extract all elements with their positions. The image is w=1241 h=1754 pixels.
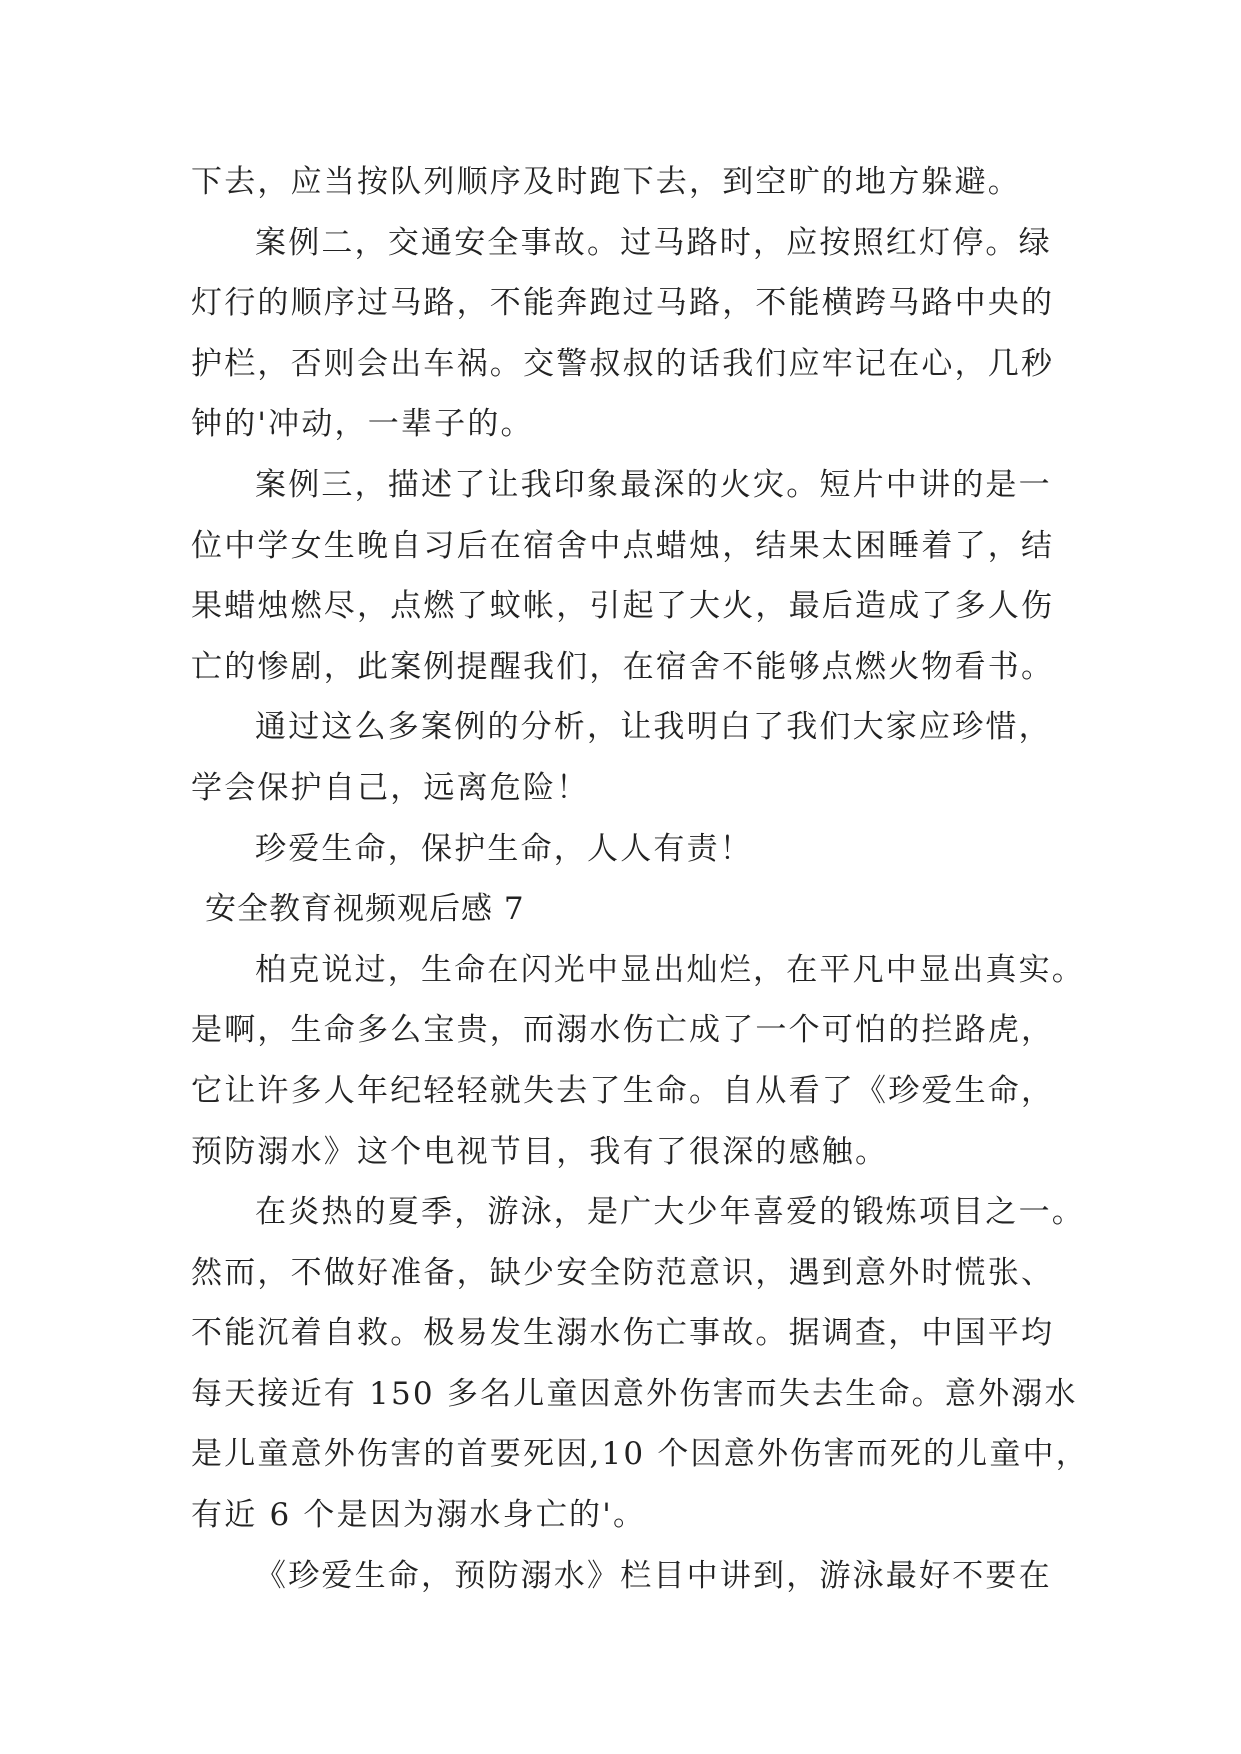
text-line: 然而，不做好准备，缺少安全防范意识，遇到意外时慌张、 [191, 1254, 1055, 1291]
paragraph-first-line: 珍爱生命，保护生命，人人有责！ [255, 830, 753, 867]
text-line: 预防溺水》这个电视节目，我有了很深的感触。 [191, 1133, 889, 1170]
paragraph-first-line: 案例二，交通安全事故。过马路时，应按照红灯停。绿 [255, 224, 1052, 261]
paragraph-first-line: 通过这么多案例的分析，让我明白了我们大家应珍惜， [255, 709, 1052, 746]
text-line: 钟的'冲动，一辈子的。 [191, 406, 534, 443]
text-line: 学会保护自己，远离危险！ [191, 769, 590, 806]
text-line: 是啊，生命多么宝贵，而溺水伤亡成了一个可怕的拦路虎， [191, 1012, 1055, 1049]
text-line: 护栏，否则会出车祸。交警叔叔的话我们应牢记在心，几秒 [191, 345, 1055, 382]
text-line: 亡的惨剧，此案例提醒我们，在宿舍不能够点燃火物看书。 [191, 648, 1055, 685]
document-body [191, 152, 1089, 1606]
section-heading: 安全教育视频观后感 7 [205, 891, 525, 928]
text-line: 有近 6 个是因为溺水身亡的'。 [191, 1497, 647, 1534]
text-line: 灯行的顺序过马路，不能奔跑过马路，不能横跨马路中央的 [191, 285, 1055, 322]
text-line: 下去，应当按队列顺序及时跑下去，到空旷的地方躲避。 [191, 164, 1021, 200]
paragraph-first-line: 柏克说过，生命在闪光中显出灿烂，在平凡中显出真实。 [255, 951, 1085, 988]
text-line: 果蜡烛燃尽，点燃了蚊帐，引起了大火，最后造成了多人伤 [191, 588, 1055, 625]
text-line: 位中学女生晚自习后在宿舍中点蜡烛，结果太困睡着了，结 [191, 527, 1055, 564]
paragraph-first-line: 《珍爱生命，预防溺水》栏目中讲到，游泳最好不要在 [255, 1557, 1052, 1594]
text-line: 是儿童意外伤害的首要死因,10 个因意外伤害而死的儿童中， [191, 1436, 1089, 1473]
paragraph-first-line: 案例三，描述了让我印象最深的火灾。短片中讲的是一 [255, 466, 1052, 503]
paragraph-first-line: 在炎热的夏季，游泳，是广大少年喜爱的锻炼项目之一。 [255, 1194, 1085, 1231]
text-line: 它让许多人年纪轻轻就失去了生命。自从看了《珍爱生命， [191, 1072, 1055, 1109]
text-line: 不能沉着自救。极易发生溺水伤亡事故。据调查，中国平均 [191, 1315, 1055, 1352]
text-line: 每天接近有 150 多名儿童因意外伤害而失去生命。意外溺水 [191, 1375, 1078, 1412]
